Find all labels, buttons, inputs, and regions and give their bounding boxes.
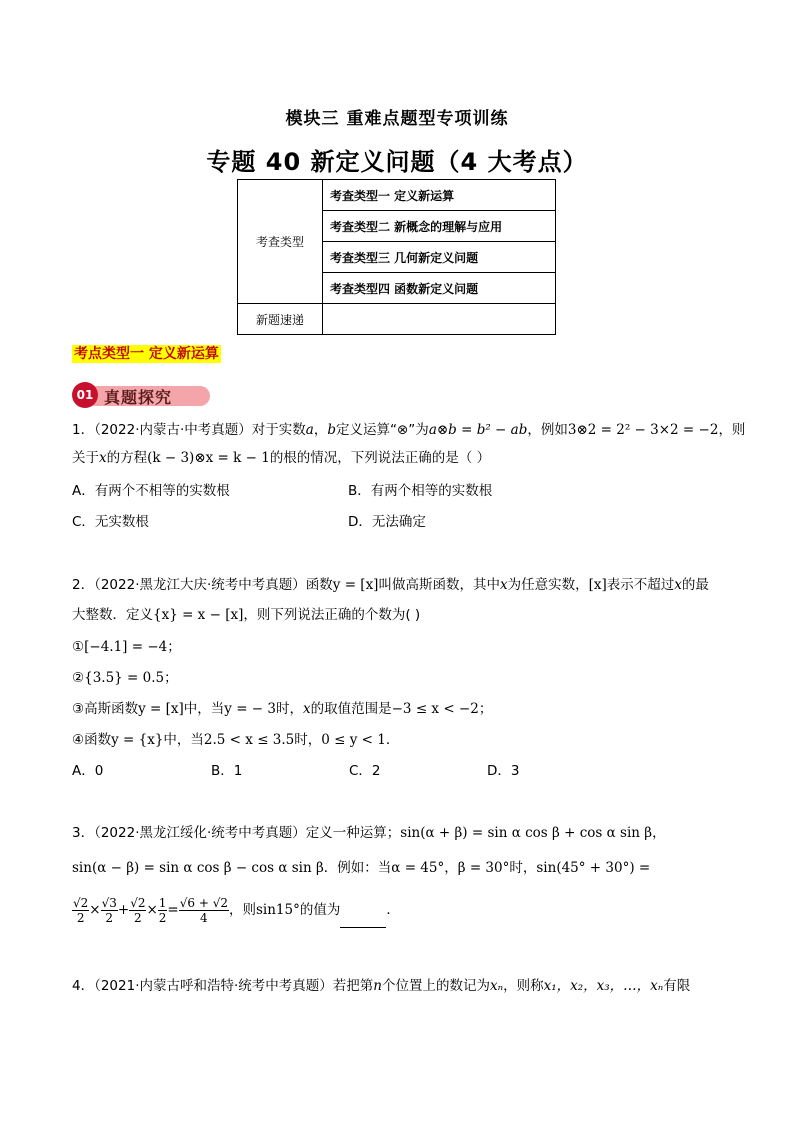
q2-option-d[interactable]: D．3 xyxy=(487,763,520,779)
statement-number: ② xyxy=(72,670,85,686)
q1-option-b[interactable]: B．有两个相等的实数根 xyxy=(348,483,493,499)
q1-text: 1．（2022·内蒙古·中考真题）对于实数 xyxy=(72,422,306,438)
fraction xyxy=(158,896,168,925)
statement-text: 中，当 xyxy=(183,701,225,717)
statement-range: 0 ≤ y < 1 xyxy=(321,732,386,748)
toc-left-label-new: 新题速递 xyxy=(238,304,323,335)
q2-text: 的最 xyxy=(681,577,709,593)
q1-text: 的方程 xyxy=(106,450,148,466)
q2-option-b[interactable]: B．1 xyxy=(211,763,243,779)
var-x: x xyxy=(674,577,682,593)
page-title: 专题 40 新定义问题（4 大考点） xyxy=(206,148,588,176)
statement-text: 函数 xyxy=(84,732,112,748)
q2-line1 xyxy=(72,575,709,595)
q2-gauss-func: y = [x] xyxy=(138,701,184,717)
numerator: √3 xyxy=(101,895,117,910)
toc-type-4[interactable]: 考查类型四 函数新定义问题 xyxy=(323,273,556,304)
q1-text: 关于 xyxy=(72,450,99,466)
q3-line3: $\frac{√2}{2}$ × $\frac{√3}{2}$ + $\frac{√2}{2}$ × $\frac{1}{2}$ = $\frac{√6 + √2}{4}$ ，则sin15°的值为 ． xyxy=(72,892,400,928)
denominator: 2 xyxy=(158,910,167,925)
q3-alpha: α = 45° xyxy=(391,860,445,876)
statement-text: 高斯函数 xyxy=(84,701,139,717)
numerator: √6 + √2 xyxy=(179,895,228,910)
q2-text: ，则下列说法正确的个数为( ) xyxy=(243,607,421,623)
q3-text: ， xyxy=(652,825,666,841)
q4-text: 有限 xyxy=(663,978,691,994)
var-x: x xyxy=(303,701,311,717)
section-banner xyxy=(72,382,212,408)
q2-gauss-func: y = [x] xyxy=(332,577,379,593)
topic-table xyxy=(237,179,556,335)
statement-text: 的取值范围是 xyxy=(310,701,392,717)
q3-text: ， xyxy=(444,860,458,876)
q3-text: 3．（2022·黑龙江绥化·统考中考真题）定义一种运算； xyxy=(72,825,401,841)
q1-option-c[interactable]: C．无实数根 xyxy=(72,514,149,530)
q2-text: 叫做高斯函数，其中 xyxy=(378,577,500,593)
q4-sequence: x₁，x₂，x₃，…，xₙ xyxy=(543,978,664,994)
q1-text: ，例如 xyxy=(527,422,568,438)
var-n: n xyxy=(373,978,382,994)
toc-type-2[interactable]: 考查类型二 新概念的理解与应用 xyxy=(323,211,556,242)
statement-text: ； xyxy=(478,701,493,717)
q2-line2 xyxy=(72,605,420,625)
q1-option-a[interactable]: A．有两个不相等的实数根 xyxy=(72,483,230,499)
q3-line2 xyxy=(72,858,650,878)
statement-text: 中，当 xyxy=(163,732,204,748)
denominator: 2 xyxy=(76,910,85,925)
q1-text: 的根的情况，下列说法正确的是（ ） xyxy=(269,450,491,466)
q3-text: ．例如：当 xyxy=(323,860,392,876)
numerator: √2 xyxy=(73,895,89,910)
q1-example: 3⊗2 = 2² − 3×2 = −2 xyxy=(567,422,719,438)
q1-definition: a⊗b = b² − ab xyxy=(428,422,528,438)
statement-text: 时， xyxy=(276,701,303,717)
numerator: √2 xyxy=(130,895,146,910)
toc-empty-cell xyxy=(323,304,556,335)
q4-text: ，则称 xyxy=(503,978,544,994)
denominator: 2 xyxy=(134,910,142,925)
q4-line1 xyxy=(72,976,690,996)
q2-text: 大整数．定义 xyxy=(72,607,153,623)
fraction xyxy=(72,896,89,925)
q1-equation: (k − 3)⊗x = k − 1 xyxy=(147,450,270,466)
q2-statement-4 xyxy=(72,730,399,750)
q1-line1: 1．（2022·内蒙古·中考真题）对于实数a，b定义运算“⊗”为a⊗b = b² − ab，例如3⊗2 = 2² − 3×2 = −2，则 xyxy=(72,422,746,438)
statement-text: {3.5} = 0.5； xyxy=(84,670,178,686)
statement-text: ． xyxy=(385,732,400,748)
statement-number: ① xyxy=(72,639,85,655)
toc-type-1[interactable]: 考查类型一 定义新运算 xyxy=(323,180,556,211)
q2-text: 2．（2022·黑龙江大庆·统考中考真题）函数 xyxy=(72,577,333,593)
var-xn: xₙ xyxy=(489,978,504,994)
q3-sin-expr: sin(45° + 30°) = xyxy=(536,860,651,876)
statement-range: −3 ≤ x < −2 xyxy=(391,701,479,717)
fraction xyxy=(101,896,118,925)
q2-option-c[interactable]: C．2 xyxy=(349,763,381,779)
numerator: 1 xyxy=(158,895,167,910)
q3-formula-diff: sin(α − β) = sin α cos β − cos α sin β xyxy=(72,860,324,876)
q3-text: ． xyxy=(386,902,400,918)
q3-text: 的值为 xyxy=(299,902,341,918)
q2-bracket: [x] xyxy=(588,577,607,593)
section-label: 考点类型一 定义新运算 xyxy=(74,346,219,362)
toc-type-3[interactable]: 考查类型三 几何新定义问题 xyxy=(323,242,556,273)
toc-left-label: 考查类型 xyxy=(238,180,323,304)
denominator: 4 xyxy=(200,910,208,925)
fraction xyxy=(129,896,146,925)
q2-text: 表示不超过 xyxy=(606,577,675,593)
var-a: a xyxy=(305,422,314,438)
statement-condition: 2.5 < x ≤ 3.5 xyxy=(203,732,295,748)
banner-number: 01 xyxy=(72,382,98,408)
q3-beta: β = 30° xyxy=(457,860,510,876)
q2-text: 为任意实数， xyxy=(507,577,589,593)
answer-blank[interactable] xyxy=(340,913,386,928)
statement-number: ③ xyxy=(72,701,85,717)
banner-text: 真题探究 xyxy=(104,388,173,407)
denominator: 2 xyxy=(105,910,114,925)
q3-line1 xyxy=(72,823,666,843)
statement-text: [−4.1] = −4； xyxy=(84,639,181,655)
q2-statement-2 xyxy=(72,668,178,688)
q2-definition: {x} = x − [x] xyxy=(153,607,244,623)
q1-text: ，则 xyxy=(718,422,746,438)
statement-func: y = {x} xyxy=(111,732,164,748)
q3-text: 时， xyxy=(509,860,537,876)
var-b: b xyxy=(327,422,336,438)
q1-option-d[interactable]: D．无法确定 xyxy=(348,514,426,530)
q3-formula-sum: sin(α + β) = sin α cos β + cos α sin β xyxy=(400,825,653,841)
q2-statement-1 xyxy=(72,637,181,657)
q2-statement-3 xyxy=(72,699,492,719)
q1-text: 定义运算“⊗”为 xyxy=(336,422,429,438)
q4-text: 个位置上的数记为 xyxy=(381,978,490,994)
module-title: 模块三 重难点题型专项训练 xyxy=(285,109,509,129)
statement-condition: y = − 3 xyxy=(224,701,276,717)
var-x: x xyxy=(99,450,107,466)
q2-option-a[interactable]: A．0 xyxy=(72,763,104,779)
q3-text: ，则 xyxy=(228,902,256,918)
statement-text: 时， xyxy=(294,732,322,748)
q3-target: sin15° xyxy=(255,902,300,918)
var-x: x xyxy=(499,577,508,593)
q4-text: 4．（2021·内蒙古呼和浩特·统考中考真题）若把第 xyxy=(72,978,374,994)
fraction xyxy=(179,896,229,925)
statement-number: ④ xyxy=(72,732,85,748)
q1-line2 xyxy=(72,448,490,468)
